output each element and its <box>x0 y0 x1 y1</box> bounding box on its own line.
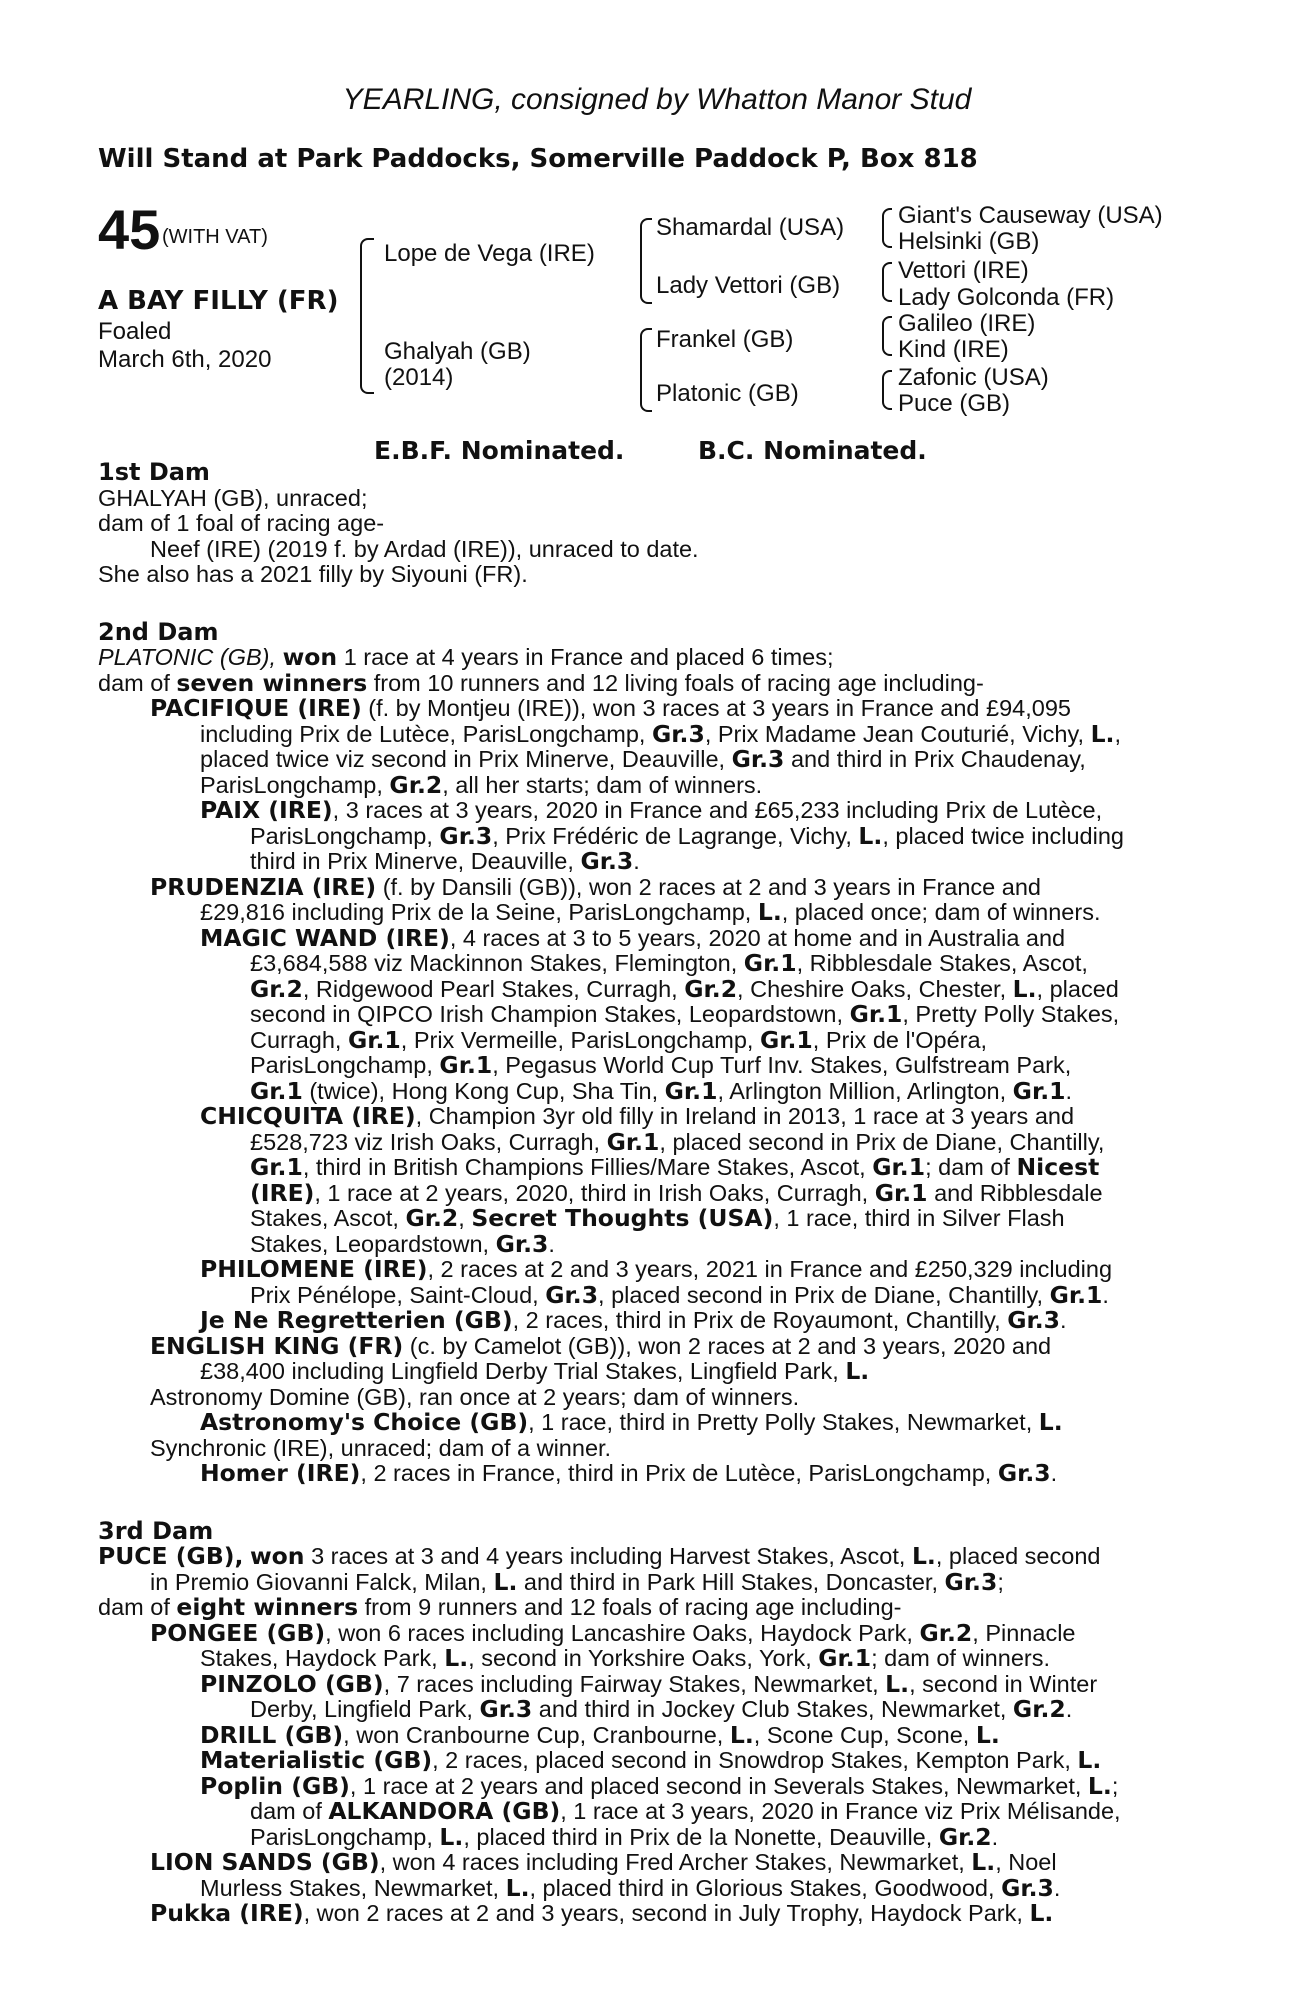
produce-line: ParisLongchamp, Gr.1, Pegasus World Cup Turf Inv. Stakes, Gulfstream Park, <box>250 1051 1072 1079</box>
bc-nomination: B.C. Nominated. <box>698 436 927 465</box>
first-dam-line: dam of 1 foal of racing age- <box>98 510 385 536</box>
produce-line: Stakes, Haydock Park, L., second in Yorkshire Oaks, York, Gr.1; dam of winners. <box>200 1644 1050 1672</box>
ped-g7: Zafonic (USA) <box>898 364 1049 391</box>
ped-sire-sire: Shamardal (USA) <box>656 214 845 241</box>
produce-line: ParisLongchamp, Gr.3, Prix Frédéric de Lagrange, Vichy, L., placed twice including <box>250 821 1124 850</box>
ped-dam-dam: Platonic (GB) <box>656 380 799 407</box>
produce-line: Stakes, Ascot, Gr.2, Secret Thoughts (USA), 1 race, third in Silver Flash <box>250 1204 1065 1232</box>
third-dam-line: in Premio Giovanni Falck, Milan, L. and third in Park Hill Stakes, Doncaster, Gr.3; <box>150 1567 1004 1596</box>
produce-line: dam of ALKANDORA (GB), 1 race at 3 years, 2020 in France viz Prix Mélisande, <box>250 1797 1121 1825</box>
g-brace-4 <box>882 370 892 410</box>
produce-line: PACIFIQUE (IRE) (f. by Montjeu (IRE)), won 3 races at 3 years in France and £94,095 <box>150 694 1071 722</box>
produce-line: Curragh, Gr.1, Prix Vermeille, ParisLongchamp, Gr.1, Prix de l'Opéra, <box>250 1025 988 1054</box>
sire-line-brace <box>640 218 652 304</box>
produce-line: PINZOLO (GB), 7 races including Fairway Stakes, Newmarket, L., second in Winter <box>200 1669 1098 1698</box>
second-dam-line: PLATONIC (GB), won 1 race at 4 years in France and placed 6 times; <box>98 643 834 671</box>
foaled-label: Foaled <box>98 318 172 345</box>
produce-line: PHILOMENE (IRE), 2 races at 2 and 3 years, 2021 in France and £250,329 including <box>200 1255 1113 1283</box>
produce-line: Astronomy's Choice (GB), 1 race, third in Pretty Polly Stakes, Newmarket, L. <box>200 1408 1063 1436</box>
produce-line: Synchronic (IRE), unraced; dam of a winner. <box>150 1434 612 1461</box>
ped-g6: Kind (IRE) <box>898 336 1009 363</box>
first-dam-line: She also has a 2021 filly by Siyouni (FR). <box>98 561 528 587</box>
produce-line: second in QIPCO Irish Champion Stakes, Leopardstown, Gr.1, Pretty Polly Stakes, <box>250 1000 1120 1028</box>
produce-line: Derby, Lingfield Park, Gr.3 and third in Jockey Club Stakes, Newmarket, Gr.2. <box>250 1695 1073 1723</box>
foaled-date: March 6th, 2020 <box>98 346 272 373</box>
page-title: YEARLING, consigned by Whatton Manor Stud <box>342 83 972 116</box>
produce-line: Gr.1 (twice), Hong Kong Cup, Sha Tin, Gr.1, Arlington Million, Arlington, Gr.1. <box>250 1076 1073 1105</box>
stand-location: Will Stand at Park Paddocks, Somerville Paddock P, Box 818 <box>98 144 978 174</box>
produce-line: Murless Stakes, Newmarket, L., placed third in Glorious Stakes, Goodwood, Gr.3. <box>200 1873 1061 1902</box>
produce-line: Poplin (GB), 1 race at 2 years and placed second in Severals Stakes, Newmarket, L.; <box>200 1771 1119 1800</box>
dam-line-brace <box>640 328 652 412</box>
produce-line: ENGLISH KING (FR) (c. by Camelot (GB)), won 2 races at 2 and 3 years, 2020 and <box>150 1331 1052 1360</box>
produce-line: Gr.2, Ridgewood Pearl Stakes, Curragh, Gr.2, Cheshire Oaks, Chester, L., placed <box>250 974 1119 1003</box>
produce-line: £38,400 including Lingfield Derby Trial Stakes, Lingfield Park, L. <box>200 1357 870 1385</box>
third-dam-line: dam of eight winners from 9 runners and 12 foals of racing age including- <box>98 1593 902 1621</box>
produce-line: PONGEE (GB), won 6 races including Lancashire Oaks, Haydock Park, Gr.2, Pinnacle <box>150 1618 1076 1647</box>
ped-g4: Lady Golconda (FR) <box>898 284 1115 311</box>
ped-sire: Lope de Vega (IRE) <box>384 240 595 267</box>
ebf-nomination: E.B.F. Nominated. <box>374 436 625 465</box>
ped-sire-dam: Lady Vettori (GB) <box>656 272 841 299</box>
produce-line: LION SANDS (GB), won 4 races including Fred Archer Stakes, Newmarket, L., Noel <box>150 1848 1057 1876</box>
third-dam-line: PUCE (GB), won 3 races at 3 and 4 years including Harvest Stakes, Ascot, L., placed second <box>98 1542 1101 1570</box>
ped-dam-year: (2014) <box>384 364 454 391</box>
produce-line: PRUDENZIA (IRE) (f. by Dansili (GB)), won 2 races at 2 and 3 years in France and <box>150 872 1041 901</box>
produce-line: Stakes, Leopardstown, Gr.3. <box>250 1229 555 1258</box>
produce-line: CHICQUITA (IRE), Champion 3yr old filly in Ireland in 2013, 1 race at 3 years and <box>200 1102 1075 1130</box>
produce-line: £528,723 viz Irish Oaks, Curragh, Gr.1, placed second in Prix de Diane, Chantilly, <box>250 1127 1105 1156</box>
sire-dam-brace <box>360 238 374 394</box>
ped-g5: Galileo (IRE) <box>898 310 1036 337</box>
produce-line: MAGIC WAND (IRE), 4 races at 3 to 5 years, 2020 at home and in Australia and <box>200 923 1066 952</box>
second-dam-line: dam of seven winners from 10 runners and 12 living foals of racing age including- <box>98 668 984 697</box>
g-brace-1 <box>882 208 892 248</box>
produce-line: £3,684,588 viz Mackinnon Stakes, Flemington, Gr.1, Ribblesdale Stakes, Ascot, <box>250 949 1088 977</box>
second-dam-heading: 2nd Dam <box>98 617 219 646</box>
ped-g1: Giant's Causeway (USA) <box>898 202 1163 229</box>
produce-line: Gr.1, third in British Champions Fillies/Mare Stakes, Ascot, Gr.1; dam of Nicest <box>250 1153 1100 1181</box>
produce-line: Pukka (IRE), won 2 races at 2 and 3 years, second in July Trophy, Haydock Park, L. <box>150 1899 1054 1927</box>
ped-g2: Helsinki (GB) <box>898 228 1040 255</box>
produce-line: (IRE), 1 race at 2 years, 2020, third in Irish Oaks, Curragh, Gr.1 and Ribblesdale <box>250 1178 1103 1207</box>
produce-line: ParisLongchamp, L., placed third in Prix de la Nonette, Deauville, Gr.2. <box>250 1822 999 1851</box>
ped-dam-sire: Frankel (GB) <box>656 326 794 353</box>
third-dam-heading: 3rd Dam <box>98 1516 214 1545</box>
produce-line: third in Prix Minerve, Deauville, Gr.3. <box>250 847 640 875</box>
produce-line: placed twice viz second in Prix Minerve, Deauville, Gr.3 and third in Prix Chaudenay, <box>200 745 1086 773</box>
g-brace-2 <box>882 262 892 302</box>
ped-dam: Ghalyah (GB) <box>384 338 531 365</box>
vat-note: (WITH VAT) <box>162 226 268 248</box>
first-dam-line: Neef (IRE) (2019 f. by Ardad (IRE)), unraced to date. <box>150 535 699 562</box>
produce-line: Prix Pénélope, Saint-Cloud, Gr.3, placed second in Prix de Diane, Chantilly, Gr.1. <box>250 1280 1109 1309</box>
lot-number: 45 <box>98 198 161 261</box>
produce-line: £29,816 including Prix de la Seine, ParisLongchamp, L., placed once; dam of winners. <box>200 898 1101 926</box>
foaled-info <box>98 318 318 374</box>
horse-name: A BAY FILLY (FR) <box>98 286 339 316</box>
first-dam-line: GHALYAH (GB), unraced; <box>98 484 368 511</box>
g-brace-3 <box>882 316 892 356</box>
first-dam-heading: 1st Dam <box>98 458 210 486</box>
produce-line: including Prix de Lutèce, ParisLongchamp, Gr.3, Prix Madame Jean Couturié, Vichy, L., <box>200 719 1121 748</box>
produce-line: DRILL (GB), won Cranbourne Cup, Cranbourne, L., Scone Cup, Scone, L. <box>200 1720 1000 1749</box>
produce-line: PAIX (IRE), 3 races at 3 years, 2020 in France and £65,233 including Prix de Lutèce, <box>200 796 1103 824</box>
produce-line: Je Ne Regretterien (GB), 2 races, third in Prix de Royaumont, Chantilly, Gr.3. <box>200 1306 1067 1334</box>
produce-line: ParisLongchamp, Gr.2, all her starts; dam of winners. <box>200 770 763 799</box>
produce-record <box>98 460 1218 1927</box>
ped-g3: Vettori (IRE) <box>898 257 1029 284</box>
produce-line: Homer (IRE), 2 races in France, third in Prix de Lutèce, ParisLongchamp, Gr.3. <box>200 1459 1058 1487</box>
produce-line: Materialistic (GB), 2 races, placed second in Snowdrop Stakes, Kempton Park, L. <box>200 1746 1102 1774</box>
produce-line: Astronomy Domine (GB), ran once at 2 years; dam of winners. <box>150 1383 800 1410</box>
ped-g8: Puce (GB) <box>898 390 1011 417</box>
